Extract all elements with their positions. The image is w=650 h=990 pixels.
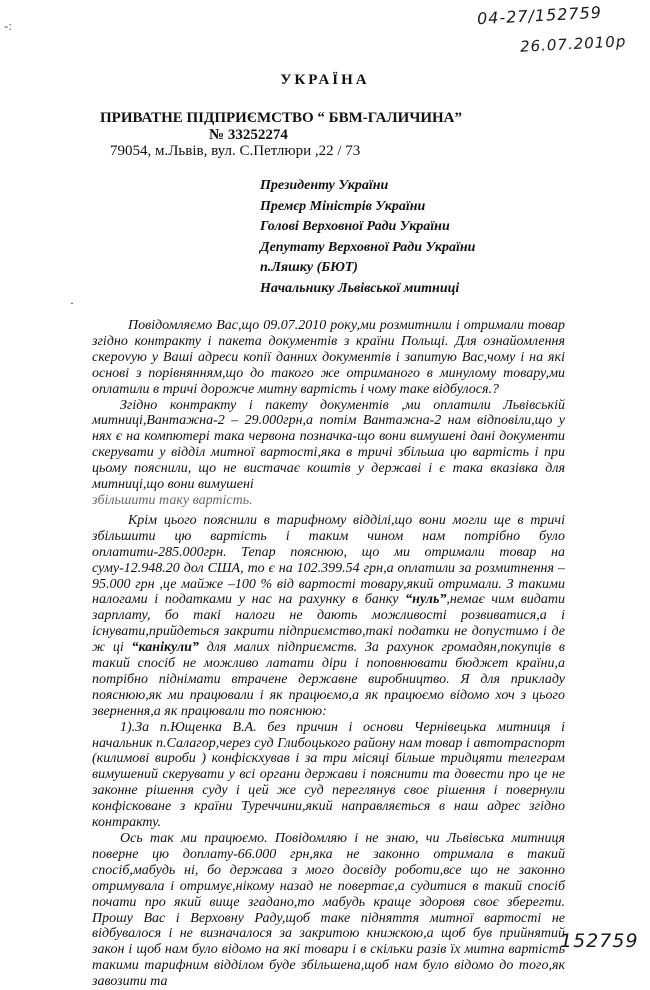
tariff-text-a: Крім цього пояснили в тарифному відділі,що вони могли ще в тричі збільшити цю вартість і таким чином нам потрібно було оплатити-285.000грн. Тепар пояснюю, що ми отримали товар на суму-12.948.20 дол США, то є на 102.399.54 грн,а оплатили за розмитнення –95.000 грн ,це майже –100 % від вартості товару,який отримали. З такими налогами і податками у нас на рахунку в банку — [92, 512, 565, 608]
recipient: Президенту України — [260, 178, 389, 193]
stray-mark: · — [70, 296, 74, 310]
country-heading: УКРАЇНА — [280, 72, 370, 88]
company-address: 79054, м.Львів, вул. С.Петлюри ,22 / 73 — [110, 143, 361, 159]
recipients-list — [260, 176, 475, 299]
page-number-stamp: 152759 — [560, 930, 639, 952]
recipient: Начальнику Львівської митниці — [260, 280, 460, 296]
paragraph-request: Ось так ми працюємо. Повідомляю і не знаю, чи Львівська митниця поверне цю доплату-66.000 грн,яка не законно отримала в такий спосіб,мабудь ні, бо держава з мого досвіду роботи,все що не законно отримувала і отримує,нікому назад не повертає,а судитися в такий спосіб почати про який вище згадано,то мабудь краще здоровя своє зберегти. Прошу Вас і Верховну Раду,щоб таке підняття митної вартості не відбувалося і не визначалося за закритою книжкою,а щоб був прийнятий закон і щоб нам було відомо на які товари і в скільки разів їх митна вартість такими тарифним відділом буде збільшена,щоб нам було відомо до того,як завозити та — [92, 831, 565, 990]
recipient: п.Ляшку (БЮТ) — [260, 260, 358, 275]
holidays-emphasis: “канікули” — [131, 640, 199, 656]
letter-body — [92, 318, 565, 990]
paragraph-history: 1).За п.Ющенка В.А. без причин і основи Чернівецька митниця і начальник п.Салагор,через суд Глибоцького району нам товар і автотраспорт (килимові вироби ) конфіскxував і за три місяці більше тридцяти телеграм вимушений скерувати у всі органи держави і пояснити та довести про це не законне рішення суду і цей же суд переглянув своє рішення і повернули конфісковане з країни Туреччини,який направляється в наш адрес згідно контракту. — [92, 719, 565, 831]
tariff-text-c: для малих підприємств. За рахунок громадян,покупців в такий спосіб не можливо латати діри і поповнювати бюджет країни,а потрібно піднімати втрачене державне виробництво. Я для прикладу пояснюю,як ми працювали і як працюємо,а як працюємо відомо хоч з цього звернення,а як працювали то пояснюю: — [92, 640, 565, 719]
registration-number-stamp: 04-27/152759 — [476, 2, 603, 29]
corner-mark: -: — [4, 18, 12, 33]
paragraph-intro: Повідомляємо Вас,що 09.07.2010 року,ми розмитнили і отримали товар згідно контракту і пакета документів з країни Польщі. Для ознайомлення скерovую у Ваші адреси копії данних документів і запитую Вас,чому і на які основі з порівнянням,що до такого же отриманого в минулому товару,ми оплатили в тричі дорожче митну вартість і чому таке відбулося.? — [92, 318, 565, 397]
recipient: Голові Верховної Ради України — [260, 219, 450, 234]
recipient: Премєр Міністрів України — [260, 198, 426, 214]
company-name: ПРИВАТНЕ ПІДПРИЄМСТВО “ БВМ-ГАЛИЧИНА” — [100, 110, 462, 126]
recipient: Депутату Верховної Ради України — [260, 239, 476, 255]
paragraph-contract: Згідно контракту і пакету документів ,ми оплатили Львівській митниці,Вантажна-2 – 29.000грн,а потім Вантажна-2 нам відповіли,що у нях є на компютері така червона позначка-що вони вимушені дані документи скерувати у відділ митної вартості,яка в тричі збільша цю вартість і при цьому пояснили, що не вистачає коштів у державі і є така вказівка для митниці,що вони вимушені — [92, 397, 565, 493]
registration-date-stamp: 26.07.2010р — [519, 32, 627, 56]
paragraph-tariff — [92, 513, 565, 720]
tariff-text-b: ,немає чим видати зарплату, бо такі налоги не дають можливості розвиватися,а і існувати,прийдеться закрити підприємство,такі податки не допустимо і де ж ці — [92, 592, 565, 656]
company-code: № 33252274 — [209, 127, 288, 143]
paragraph-contract-tail: збільшити таку вартість. — [92, 492, 253, 508]
zero-emphasis: “нуль” — [405, 592, 447, 608]
